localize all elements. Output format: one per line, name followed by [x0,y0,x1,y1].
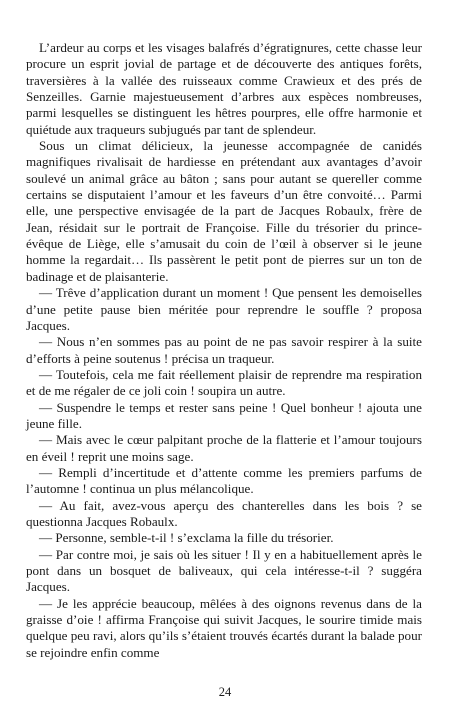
paragraph: Sous un climat délicieux, la jeunesse accompagnée de canidés magnifiques rivalisait de hardiesse en prétendant aux avantages d’avoir soulevé un animal grâce au bâton ; sans pour autant se quereller comme certains se disputaient l’amour et les faveurs d’un être convoité… Parmi elle, une perspective envisagée de la part de Jacques Robaulx, frère de Jean, résidait sur le portrait de Françoise. Fille du trésorier du prince-évêque de Liège, elle s’amusait du coin de l’œil à observer si le jeune homme la regardait… Ils passèrent le petit pont de pierres sur un ton de badinage et de plaisanterie. [26,138,422,284]
dialogue-line: — Au fait, avez-vous aperçu des chanterelles dans les bois ? se questionna Jacques Robaulx. [26,497,422,529]
page-number: 24 [218,685,232,699]
dialogue-line: — Personne, semble-t-il ! s’exclama la fille du trésorier. [39,530,334,546]
dialogue-line: — Par contre moi, je sais où les situer ! Il y en a habituellement après le pont dans un bosquet de baliveaux, qui cela intéresse-t-il ? suggéra Jacques. [26,546,422,595]
dialogue-line: — Toutefois, cela me fait réellement plaisir de reprendre ma respiration et de me régaler de ce joli coin ! soupira un autre. [26,366,422,399]
paragraph: L’ardeur au corps et les visages balafrés d’égratignures, cette chasse leur procure un esprit jovial de partage et de découverte des antiques forêts, traversières à la vallée des ruisseaux comme Crawieux et des prés de Senzeilles. Garnie majestueusement d’arbres aux espèces nombreuses, parmi lesquelles se distinguent les hêtres pourpres, elle offre harmonie et quiétude aux traqueurs subjugués par tant de splendeur. [26,40,422,137]
dialogue-line: — Mais avec le cœur palpitant proche de la flatterie et l’amour toujours en éveil ! reprit une moins sage. [26,432,422,464]
dialogue-line: — Nous n’en sommes pas au point de ne pas savoir respirer à la suite d’efforts à peine soutenus ! précisa un traqueur. [26,334,422,366]
body-text [26,40,422,661]
dialogue-line: — Trêve d’application durant un moment ! Que pensent les demoiselles d’une petite pause bien méritée pour reprendre le souffle ? proposa Jacques. [26,285,422,333]
dialogue-line: — Rempli d’incertitude et d’attente comme les premiers parfums de l’automne ! continua un plus mélancolique. [26,464,422,497]
dialogue-line: — Suspendre le temps et rester sans peine ! Quel bonheur ! ajouta une jeune fille. [26,399,422,431]
dialogue-line: — Je les apprécie beaucoup, mêlées à des oignons revenus dans de la graisse d’oie ! affirma Françoise qui suivit Jacques, le sourire timide mais quelque peu ravi, alors qu’ils s’étaient trouvés écartés durant la balade pour se rejoindre enfin comme [26,595,422,660]
